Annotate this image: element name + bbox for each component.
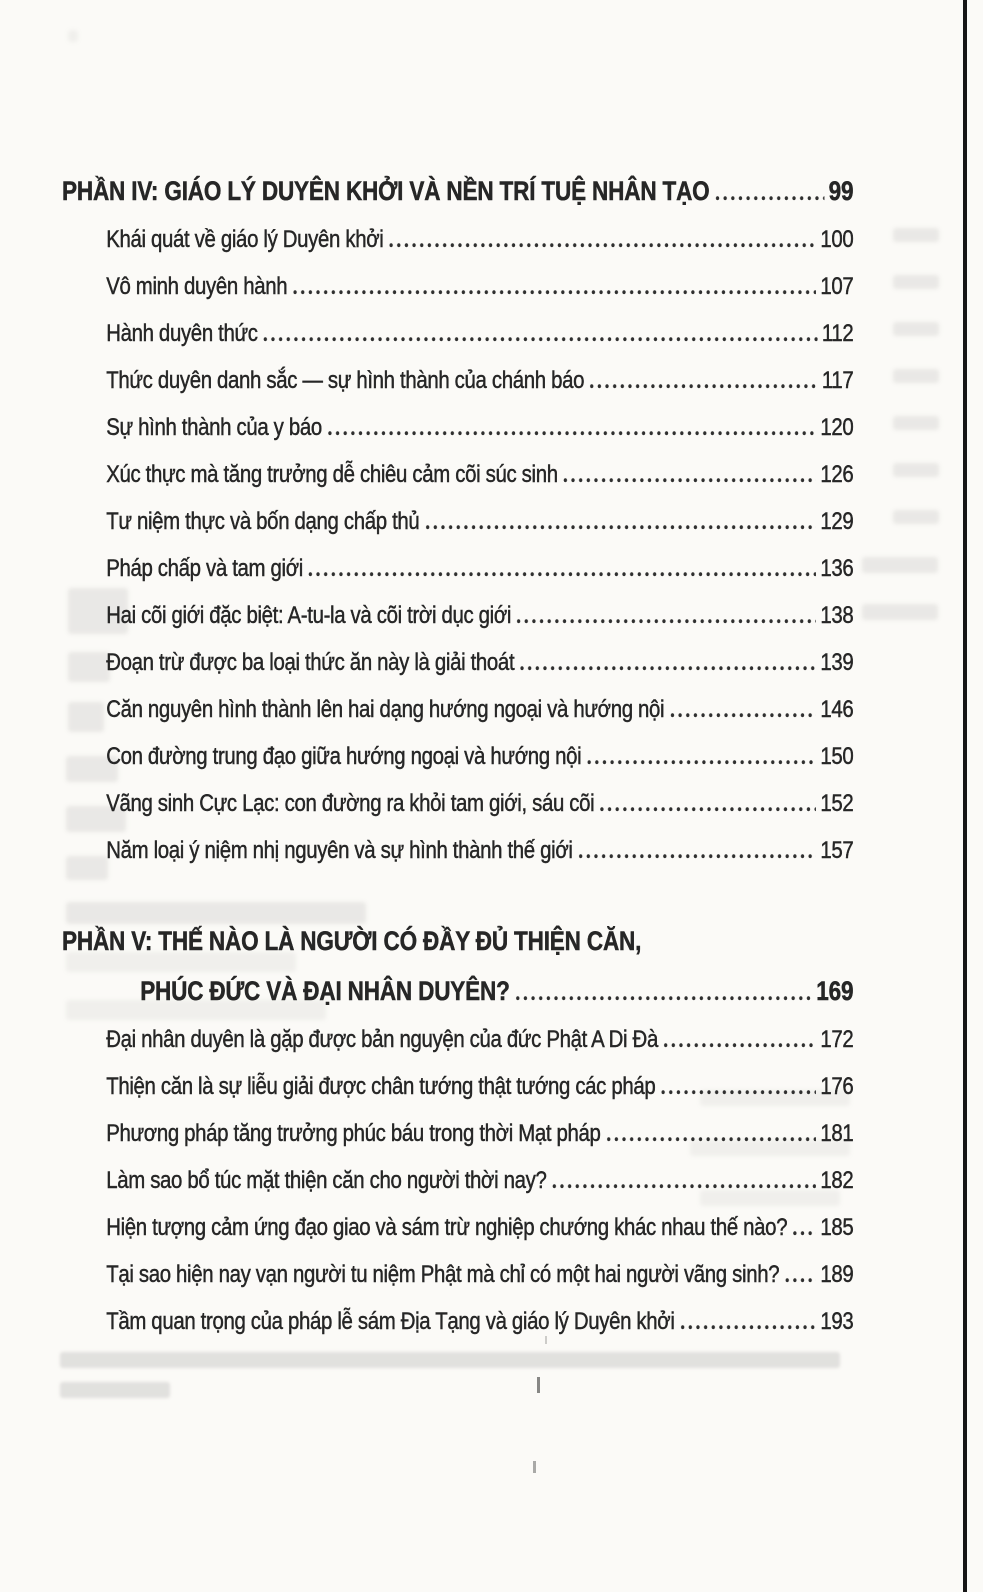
bleed-through-mark (862, 604, 938, 620)
toc-entry-label: Hai cõi giới đặc biệt: A-tu-la và cõi trời dục giới (106, 602, 512, 629)
dot-leader (715, 166, 824, 216)
toc-entry-label: Thiện căn là sự liễu giải được chân tướng thật tướng các pháp (106, 1073, 656, 1100)
dot-leader (600, 780, 816, 827)
scan-edge-line (963, 0, 967, 1592)
toc-entry-row (62, 592, 853, 639)
page-number: 181 (820, 1120, 854, 1147)
page-number: 136 (820, 555, 854, 582)
toc-entry-label: Tại sao hiện nay vạn người tu niệm Phật mà chỉ có một hai người vãng sinh? (106, 1261, 780, 1288)
dot-leader (587, 733, 816, 780)
bleed-through-mark (862, 557, 938, 573)
page-number: 172 (820, 1026, 854, 1053)
dot-leader (264, 310, 818, 357)
toc-entry-label: Xúc thực mà tăng trưởng dễ chiêu cảm cõi súc sinh (106, 461, 558, 488)
toc-entry-row (62, 733, 853, 780)
bleed-through-mark (68, 30, 78, 42)
page-number: 139 (820, 649, 854, 676)
section-title-text: PHÚC ĐỨC VÀ ĐẠI NHÂN DUYÊN? (140, 976, 510, 1006)
page-number: 193 (820, 1308, 854, 1335)
toc-entry-row (62, 1110, 853, 1157)
toc-entry-label: Hành duyên thức (106, 320, 258, 347)
page-number: 146 (820, 696, 854, 723)
dot-leader (516, 966, 812, 1016)
toc-entry-label: Hiện tượng cảm ứng đạo giao và sám trừ nghiệp chướng khác nhau thế nào? (106, 1214, 788, 1241)
toc-entry-label: Tầm quan trọng của pháp lễ sám Địa Tạng và giáo lý Duyên khởi (106, 1308, 675, 1335)
scan-speck (537, 1377, 540, 1393)
dot-leader (328, 404, 816, 451)
page-number: 176 (820, 1073, 854, 1100)
bleed-through-mark (893, 463, 939, 477)
dot-leader (785, 1251, 816, 1298)
toc-entry-label: Thức duyên danh sắc — sự hình thành của chánh báo (106, 367, 585, 394)
section-title-row-2 (62, 966, 853, 1016)
toc-entry-row (62, 1251, 853, 1298)
dot-leader (564, 451, 816, 498)
toc-entry-row (62, 216, 853, 263)
bleed-through-mark (893, 416, 939, 430)
toc (62, 166, 853, 1345)
dot-leader (607, 1110, 817, 1157)
toc-entry-row (62, 639, 853, 686)
bleed-through-mark (893, 322, 939, 336)
bleed-through-mark (893, 510, 939, 524)
toc-entry-label: Sự hình thành của y báo (106, 414, 322, 441)
toc-entry-row (62, 827, 853, 874)
toc-entry-row (62, 451, 853, 498)
section-title-text: PHẦN V: THẾ NÀO LÀ NGƯỜI CÓ ĐẦY ĐỦ THIỆN CĂN, (62, 926, 642, 956)
section-title-row (62, 166, 853, 216)
toc-entry-row (62, 686, 853, 733)
toc-entry-label: Vô minh duyên hành (106, 273, 288, 300)
dot-leader (670, 686, 816, 733)
toc-entry-row (62, 404, 853, 451)
toc-entry-label: Vãng sinh Cực Lạc: con đường ra khỏi tam giới, sáu cõi (106, 790, 595, 817)
dot-leader (579, 827, 817, 874)
section-title-row (62, 916, 853, 966)
toc-entry-row (62, 1204, 853, 1251)
page-number: 120 (820, 414, 854, 441)
bleed-through-mark (60, 1382, 170, 1398)
page-number: 107 (820, 273, 854, 300)
toc-entry-label: Tư niệm thực và bốn dạng chấp thủ (106, 508, 420, 535)
toc-entry-label: Khái quát về giáo lý Duyên khởi (106, 226, 384, 253)
page-number: 126 (820, 461, 854, 488)
toc-entry-row (62, 545, 853, 592)
page-number: 117 (821, 367, 854, 394)
section-title-text: PHẦN IV: GIÁO LÝ DUYÊN KHỞI VÀ NỀN TRÍ TUỆ NHÂN TẠO (62, 176, 710, 206)
dot-leader (664, 1016, 816, 1063)
dot-leader (552, 1157, 816, 1204)
toc-entry-row (62, 263, 853, 310)
toc-entry-row (62, 1063, 853, 1110)
dot-leader (661, 1063, 816, 1110)
page-number: 138 (820, 602, 854, 629)
toc-entry-label: Phương pháp tăng trưởng phúc báu trong thời Mạt pháp (106, 1120, 601, 1147)
dot-leader (309, 545, 816, 592)
page-number: 157 (820, 837, 854, 864)
section-page-number: 99 (828, 176, 854, 206)
scan-speck (533, 1461, 536, 1473)
toc-entry-row (62, 357, 853, 404)
page-number: 182 (820, 1167, 854, 1194)
dot-leader (590, 357, 818, 404)
toc-entry-row (62, 310, 853, 357)
page-number: 112 (821, 320, 854, 347)
page-number: 150 (820, 743, 854, 770)
dot-leader (793, 1204, 816, 1251)
bleed-through-mark (893, 275, 939, 289)
dot-leader (293, 263, 816, 310)
bleed-through-mark (893, 228, 939, 242)
dot-leader (389, 216, 816, 263)
section-page-number: 169 (816, 976, 854, 1006)
page-number: 189 (820, 1261, 854, 1288)
bleed-through-mark (60, 1352, 840, 1368)
toc-entry-row (62, 780, 853, 827)
toc-entry-label: Đại nhân duyên là gặp được bản nguyện của đức Phật A Di Đà (106, 1026, 658, 1053)
toc-entry-label: Đoạn trừ được ba loại thức ăn này là giải thoát (106, 649, 515, 676)
toc-entry-label: Căn nguyên hình thành lên hai dạng hướng ngoại và hướng nội (106, 696, 665, 723)
bleed-through-mark (893, 369, 939, 383)
dot-leader (680, 1298, 816, 1345)
toc-entry-label: Năm loại ý niệm nhị nguyên và sự hình thành thế giới (106, 837, 573, 864)
page-number: 185 (820, 1214, 854, 1241)
toc-entry-row (62, 1298, 853, 1345)
toc-section (62, 916, 853, 1345)
page-number: 129 (820, 508, 854, 535)
toc-section (62, 166, 853, 874)
toc-entry-row (62, 1157, 853, 1204)
toc-entry-label: Pháp chấp và tam giới (106, 555, 303, 582)
page-number: 100 (820, 226, 854, 253)
dot-leader (425, 498, 816, 545)
toc-entry-row (62, 498, 853, 545)
dot-leader (517, 592, 816, 639)
toc-entry-label: Con đường trung đạo giữa hướng ngoại và hướng nội (106, 743, 582, 770)
page-number: 152 (820, 790, 854, 817)
dot-leader (520, 639, 816, 686)
toc-entry-label: Làm sao bổ túc mặt thiện căn cho người thời nay? (106, 1167, 547, 1194)
toc-entry-row (62, 1016, 853, 1063)
